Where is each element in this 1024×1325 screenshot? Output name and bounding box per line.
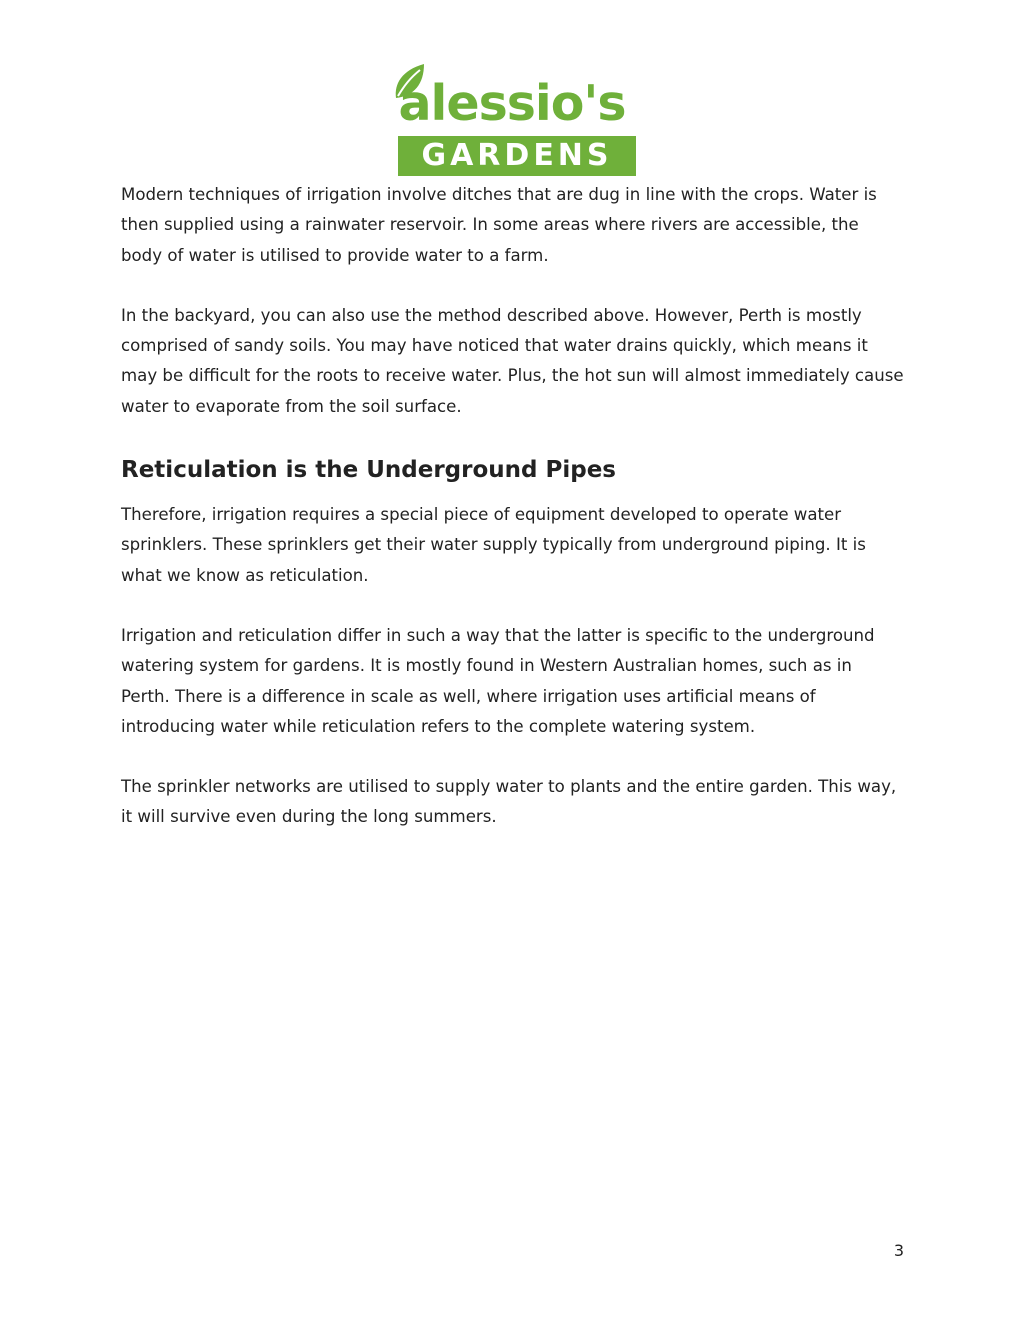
document-body: [121, 180, 905, 863]
paragraph-backyard: In the backyard, you can also use the method described above. However, Perth is mostly comprised of sandy soils. You may have noticed that water drains quickly, which means it may be difficult for the roots to receive water. Plus, the hot sun will almost immediately cause water to evaporate from the soil surface.: [121, 305, 904, 416]
alessios-gardens-logo: [388, 62, 636, 176]
paragraph-modern-techniques: Modern techniques of irrigation involve ditches that are dug in line with the crops. Water is then supplied using a rainwater reservoir. In some areas where rivers are accessible, the body of water is utilised to provide water to a farm.: [121, 185, 877, 265]
logo-band: GARDENS: [398, 136, 636, 176]
page-number: 3: [893, 1241, 904, 1260]
paragraph-equipment: Therefore, irrigation requires a special piece of equipment developed to operate water sprinklers. These sprinklers get their water supply typically from underground piping. It is what we know as reticulation.: [121, 505, 866, 585]
section-heading: Reticulation is the Underground Pipes: [121, 457, 616, 484]
logo-wordmark: alessio's: [398, 75, 626, 132]
paragraph-difference: Irrigation and reticulation differ in such a way that the latter is specific to the underground watering system for gardens. It is mostly found in Western Australian homes, such as in Perth. There is a difference in scale as well, where irrigation uses artificial means of introducing water while reticulation refers to the complete watering system.: [121, 625, 875, 736]
paragraph-sprinkler-networks: The sprinkler networks are utilised to supply water to plants and the entire garden. This way, it will survive even during the long summers.: [121, 777, 897, 827]
